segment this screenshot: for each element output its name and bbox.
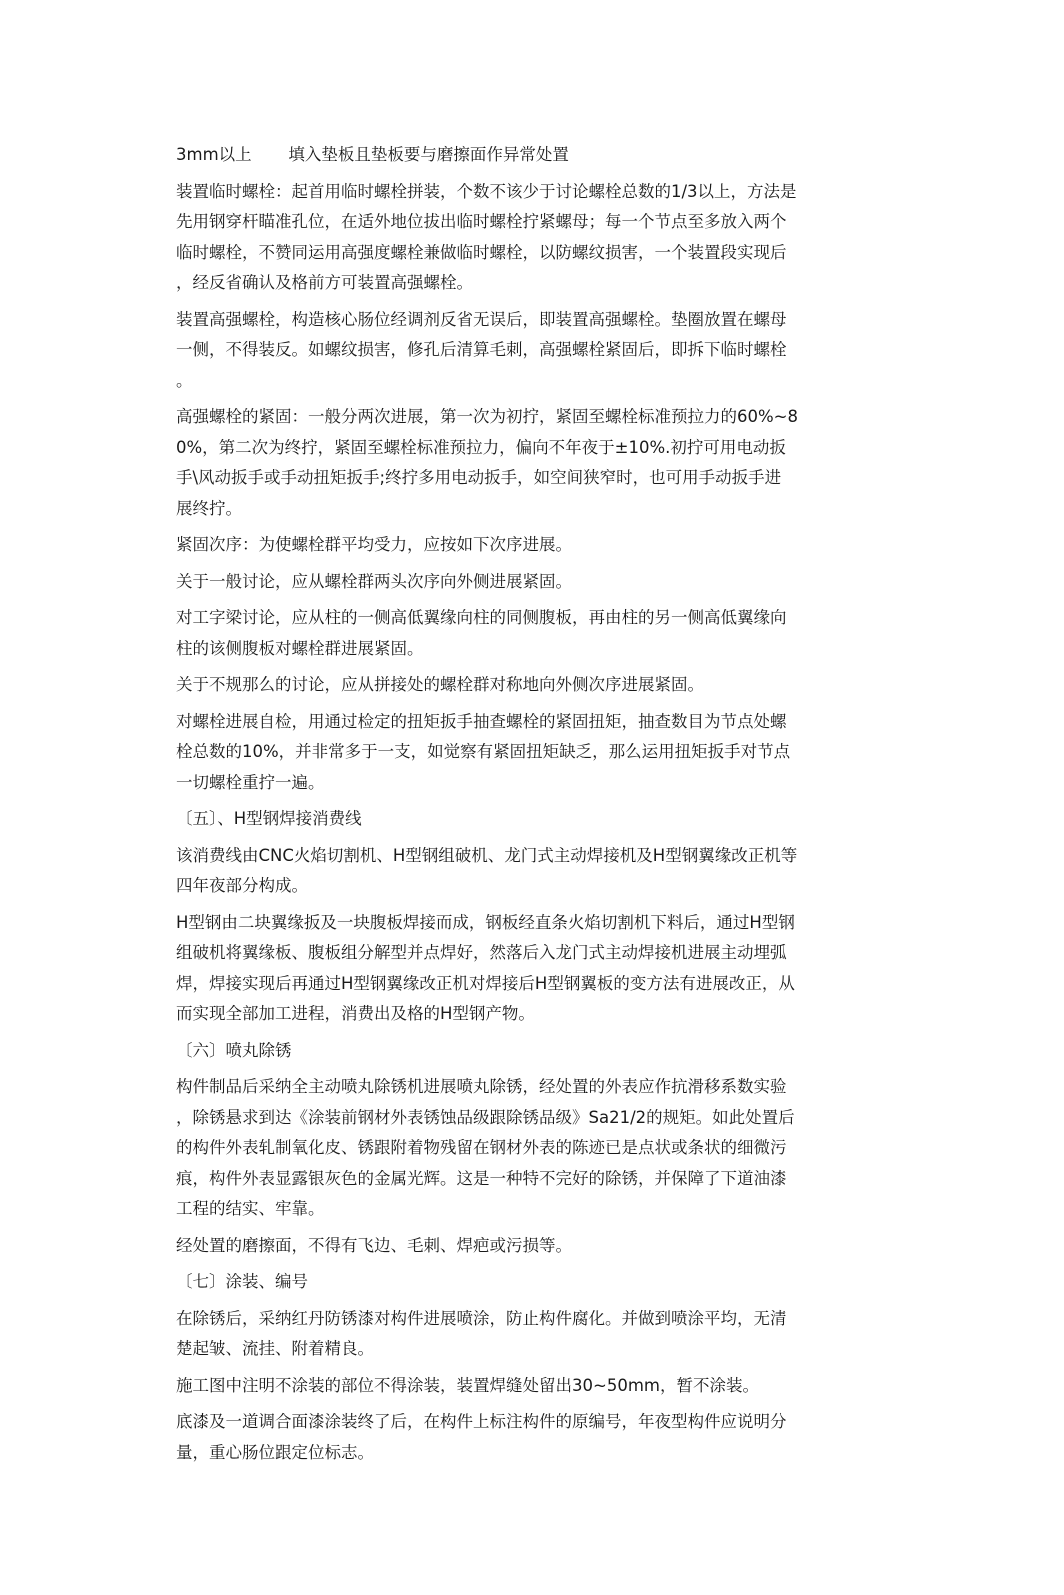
text-line: 底漆及一道调合面漆涂装终了后，在构件上标注构件的原编号，年夜型构件应说明分	[176, 1412, 787, 1431]
text-line: 手\风动扳手或手动扭矩扳手;终拧多用电动扳手，如空间狭窄时，也可用手动扳手进	[176, 468, 782, 487]
text-line: 柱的该侧腹板对螺栓群进展紧固。	[176, 638, 424, 658]
text-line: 一侧，不得装反。如螺纹损害，修孔后清算毛刺，高强螺栓紧固后，即拆下临时螺栓	[176, 340, 787, 359]
text-line: 栓总数的10%，并非常多于一支，如觉察有紧固扭矩缺乏，那么运用扭矩扳手对节点	[176, 742, 791, 761]
paragraph	[176, 402, 876, 524]
text-line: 而实现全部加工进程，消费出及格的H型钢产物。	[176, 1004, 535, 1023]
text-line: 痕，构件外表显露银灰色的金属光辉。这是一种特不完好的除锈，并保障了下道油漆	[176, 1168, 787, 1188]
text-line: 紧固次序：为使螺栓群平均受力，应按如下次序进展。	[176, 535, 572, 554]
text-line: 〔六〕喷丸除锈	[176, 1040, 292, 1060]
text-line: ，经反省确认及格前方可装置高强螺栓。	[176, 273, 473, 292]
text-line: 组破机将翼缘板、腹板组分解型并点焊好，然落后入龙门式主动焊接机进展主动埋弧	[176, 943, 787, 962]
paragraph	[176, 707, 876, 799]
paragraph	[176, 908, 876, 1030]
paragraph	[176, 1267, 876, 1298]
text-line: 〔五〕、H型钢焊接消费线	[176, 809, 362, 828]
paragraph	[176, 804, 876, 835]
text-line: 构件制品后采纳全主动喷丸除锈机进展喷丸除锈，经处置的外表应作抗滑移系数实验	[176, 1077, 787, 1096]
document-body	[176, 140, 876, 1474]
text-line: 对螺栓进展自检，用通过检定的扭矩扳手抽查螺栓的紧固扭矩，抽查数目为节点处螺	[176, 711, 787, 731]
text-line: 一切螺栓重拧一遍。	[176, 772, 325, 792]
paragraph	[176, 1072, 876, 1225]
paragraph	[176, 140, 876, 171]
text-line: 关于一般讨论，应从螺栓群两头次序向外侧进展紧固。	[176, 571, 572, 591]
text-line: 该消费线由CNC火焰切割机、H型钢组破机、龙门式主动焊接机及H型钢翼缘改正机等	[176, 845, 798, 865]
text-line: 量，重心肠位跟定位标志。	[176, 1442, 374, 1462]
paragraph	[176, 305, 876, 397]
paragraph	[176, 670, 876, 701]
text-line: 装置临时螺栓：起首用临时螺栓拼装，个数不该少于讨论螺栓总数的1/3以上，方法是	[176, 181, 797, 201]
paragraph	[176, 1231, 876, 1262]
text-line: 装置高强螺栓，构造核心肠位经调剂反省无误后，即装置高强螺栓。垫圈放置在螺母	[176, 309, 787, 329]
text-line: 临时螺栓，不赞同运用高强度螺栓兼做临时螺栓，以防螺纹损害，一个装置段实现后	[176, 242, 787, 262]
text-line: 焊，焊接实现后再通过H型钢翼缘改正机对焊接后H型钢翼板的变方法有进展改正，从	[176, 973, 795, 993]
text-line: 对工字梁讨论，应从柱的一侧高低翼缘向柱的同侧腹板，再由柱的另一侧高低翼缘向	[176, 608, 787, 627]
paragraph	[176, 1036, 876, 1067]
paragraph	[176, 530, 876, 561]
text-line: 施工图中注明不涂装的部位不得涂装，装置焊缝处留出30~50mm，暂不涂装。	[176, 1375, 759, 1395]
text-line: 四年夜部分构成。	[176, 876, 308, 895]
text-line: 在除锈后，采纳红丹防锈漆对构件进展喷涂，防止构件腐化。并做到喷涂平均，无清	[176, 1308, 787, 1328]
text-line: 〔七〕涂装、编号	[176, 1272, 308, 1291]
text-line: 。	[176, 370, 193, 390]
text-line: H型钢由二块翼缘扳及一块腹板焊接而成，钢板经直条火焰切割机下料后，通过H型钢	[176, 912, 795, 932]
text-line: 的构件外表轧制氧化皮、锈跟附着物残留在钢材外表的陈迹已是点状或条状的细微污	[176, 1138, 787, 1157]
paragraph	[176, 1371, 876, 1402]
paragraph	[176, 603, 876, 664]
text-line: 3mm以上 填入垫板且垫板要与磨擦面作异常处置	[176, 145, 569, 164]
text-line: 展终拧。	[176, 498, 242, 518]
text-line: ，除锈悬求到达《涂装前钢材外表锈蚀品级跟除锈品级》Sa21/2的规矩。如此处置后	[176, 1107, 795, 1127]
text-line: 先用钢穿杆瞄准孔位，在适外地位拔出临时螺栓拧紧螺母；每一个节点至多放入两个	[176, 212, 787, 231]
text-line: 经处置的磨擦面，不得有飞边、毛刺、焊疤或污损等。	[176, 1235, 572, 1255]
text-line: 工程的结实、牢靠。	[176, 1199, 325, 1218]
paragraph	[176, 1304, 876, 1365]
text-line: 0%，第二次为终拧，紧固至螺栓标准预拉力，偏向不年夜于±10%.初拧可用电动扳	[176, 437, 786, 457]
paragraph	[176, 1407, 876, 1468]
text-line: 高强螺栓的紧固：一般分两次进展，第一次为初拧，紧固至螺栓标准预拉力的60%~8	[176, 407, 798, 426]
text-line: 关于不规那么的讨论，应从拼接处的螺栓群对称地向外侧次序进展紧固。	[176, 675, 704, 694]
paragraph	[176, 841, 876, 902]
paragraph	[176, 177, 876, 299]
paragraph	[176, 567, 876, 598]
text-line: 楚起皱、流挂、附着精良。	[176, 1339, 374, 1358]
